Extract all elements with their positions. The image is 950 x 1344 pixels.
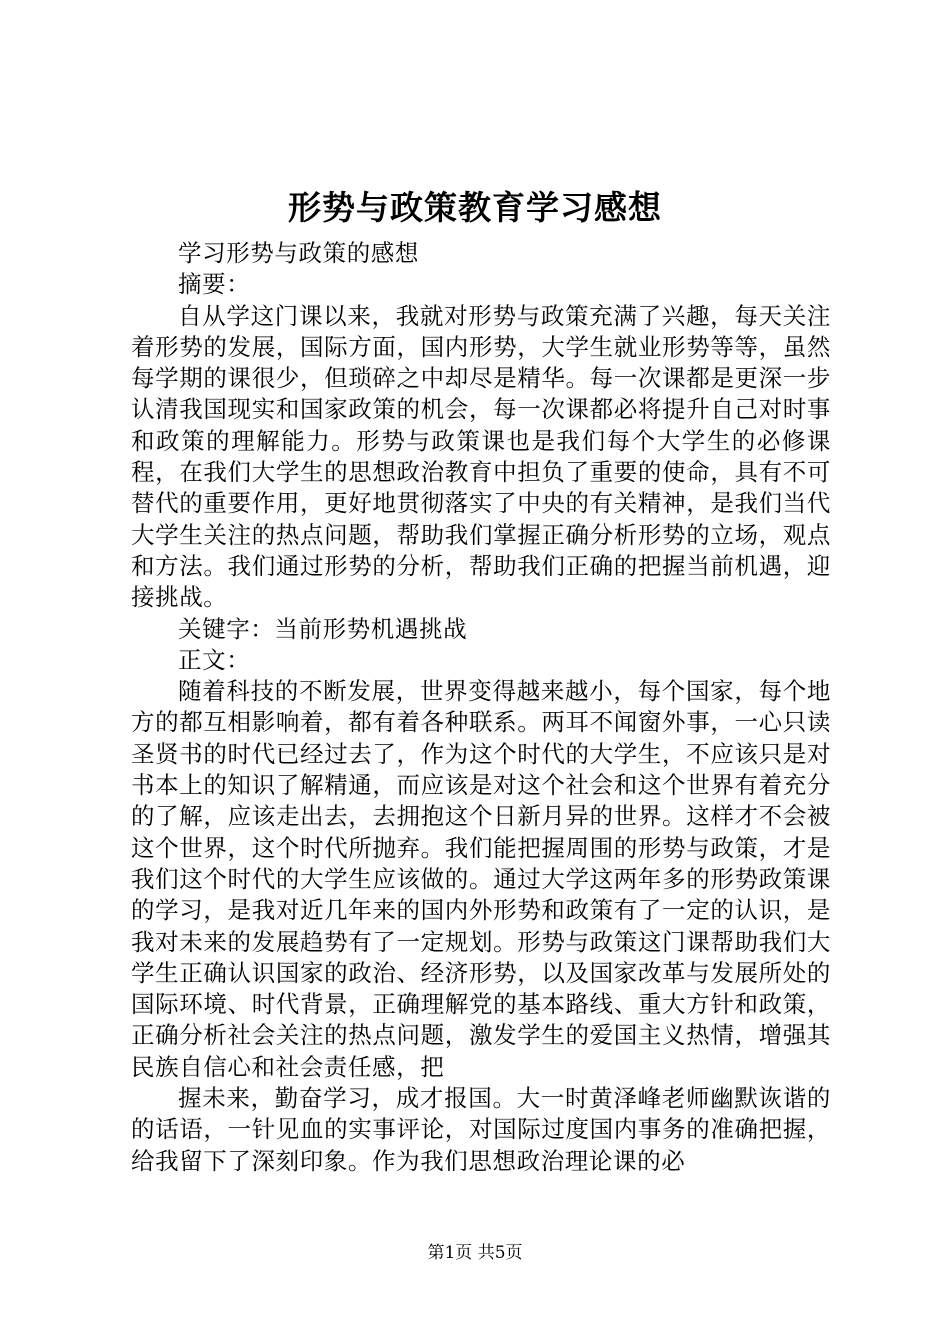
body-paragraph: 握未来，勤奋学习，成才报国。大一时黄泽峰老师幽默诙谐的的话语，一针见血的实事评论，对国际过度国内事务的准确把握，给我留下了深刻印象。作为我们思想政治理论课的必	[131, 1084, 831, 1175]
subtitle-paragraph: 学习形势与政策的感想	[178, 239, 419, 267]
body-paragraph: 随着科技的不断发展，世界变得越来越小，每个国家，每个地方的都互相影响着，都有着各种联系。两耳不闻窗外事，一心只读圣贤书的时代已经过去了，作为这个时代的大学生，不应该只是对书本上的知识了解精通，而应该是对这个社会和这个世界有着充分的了解，应该走出去，去拥抱这个日新月异的世界。这样才不会被这个世界，这个时代所抛弃。我们能把握周围的形势与政策，才是我们这个时代的大学生应该做的。通过大学这两年多的形势政策课的学习，是我对近几年来的国内外形势和政策有了一定的认识，是我对未来的发展趋势有了一定规划。形势与政策这门课帮助我们大学生正确认识国家的政治、经济形势，以及国家改革与发展所处的国际环境、时代背景，正确理解党的基本路线、重大方针和政策，正确分析社会关注的热点问题，激发学生的爱国主义热情，增强其民族自信心和社会责任感，把	[131, 677, 831, 1081]
document-title: 形势与政策教育学习感想	[288, 188, 662, 227]
body-heading: 正文：	[178, 645, 251, 674]
abstract-paragraph: 自从学这门课以来，我就对形势与政策充满了兴趣，每天关注着形势的发展，国际方面，国内形势，大学生就业形势等等，虽然每学期的课很少，但琐碎之中却尽是精华。每一次课都是更深一步认清我国现实和国家政策的机会，每一次课都必将提升自己对时事和政策的理解能力。形势与政策课也是我们每个大学生的必修课程，在我们大学生的思想政治教育中担负了重要的使命，具有不可替代的重要作用，更好地贯彻落实了中央的有关精神，是我们当代大学生关注的热点问题，帮助我们掌握正确分析形势的立场，观点和方法。我们通过形势的分析，帮助我们正确的把握当前机遇，迎接挑战。	[131, 301, 831, 612]
keywords-paragraph: 关键字：当前形势机遇挑战	[178, 614, 468, 643]
document-body	[131, 238, 831, 1177]
page-number-indicator: 第1页 共5页	[427, 1243, 523, 1263]
abstract-heading: 摘要：	[178, 270, 251, 299]
